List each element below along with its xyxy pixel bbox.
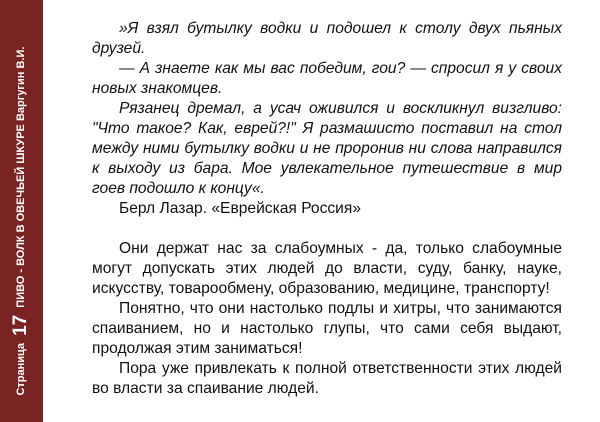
book-title: ПИВО - ВОЛК В ОВЕЧЬЕЙ ШКУРЕ Варгугин В.И.	[15, 46, 28, 308]
sidebar-caption	[11, 11, 31, 422]
body-paragraph: Они держат нас за слабоумных - да, только слабоумные могут допускать этих людей до власти, суду, банку, науке, искусству, товарообмену, образованию, медицине, транспорту!	[92, 240, 562, 297]
body-paragraph: Пора уже привлекать к полной ответственности этих людей во власти за спаивание людей.	[92, 360, 562, 397]
sidebar-band	[0, 0, 43, 422]
quote-paragraph: Рязанец дремал, а усач оживился и воскликнул визгливо: "Что такое? Как, еврей?!" Я размашисто поставил на стол между ними бутылку водки и не проронив ни слова направился к выходу из бара. Мое увлекательное путешествие в мир гоев подошло к концу«.	[92, 100, 562, 197]
quote-attribution: Берл Лазар. «Еврейская Россия»	[119, 200, 361, 217]
page-number: 17	[10, 314, 32, 336]
body-paragraph: Понятно, что они настолько подлы и хитры, что занимаются спаиванием, но и настолько глупы, что сами себя выдают, продолжая этим заниматься!	[92, 300, 562, 357]
paragraph-spacer	[92, 219, 562, 239]
text-column	[92, 19, 562, 399]
page-label: Страница	[15, 342, 28, 396]
quote-paragraph: »Я взял бутылку водки и подошел к столу двух пьяных друзей.	[92, 20, 562, 57]
quote-paragraph: — А знаете как мы вас победим, гои? — спросил я у своих новых знакомцев.	[92, 60, 562, 97]
